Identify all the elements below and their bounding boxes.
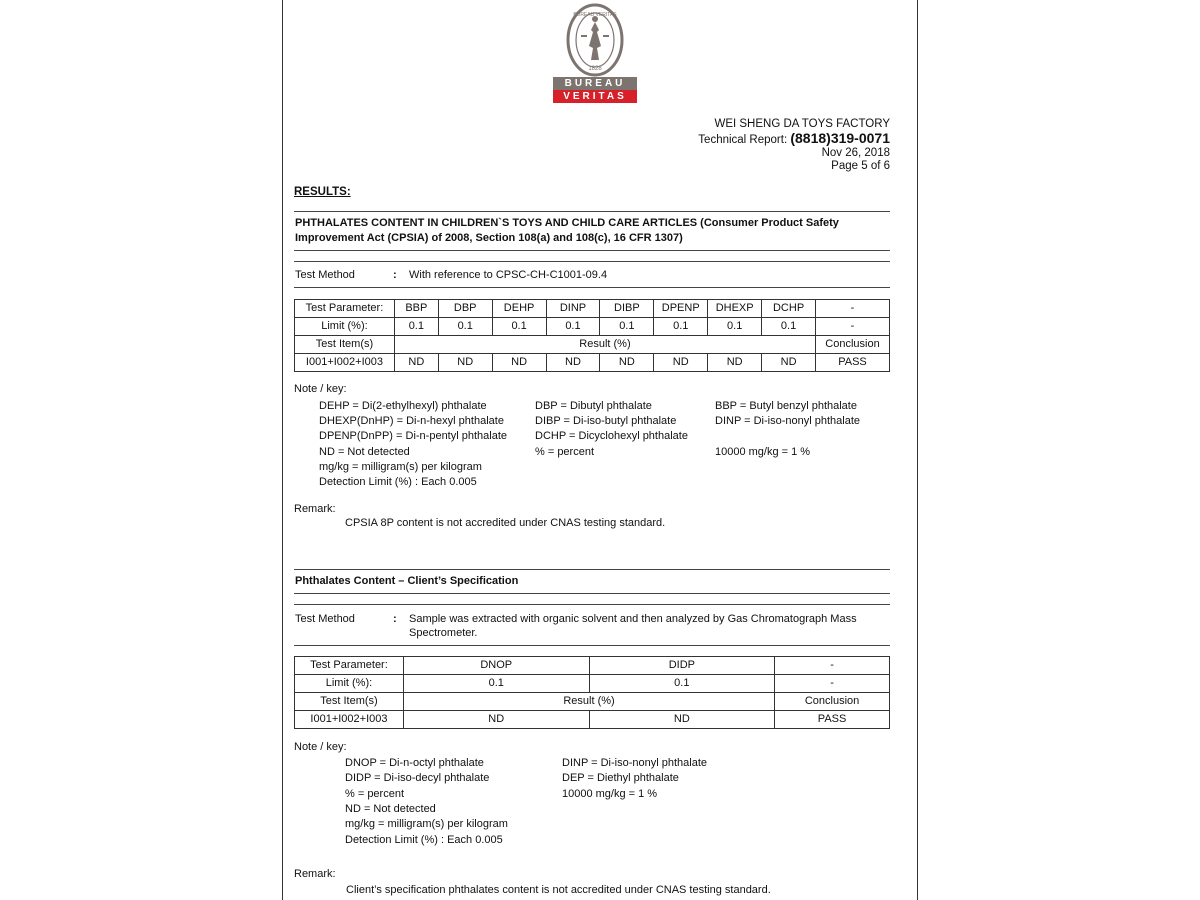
item-cell: I001+I002+I003 xyxy=(295,711,404,729)
section1-title-line2: Improvement Act (CPSIA) of 2008, Section 108(a) and 108(c), 16 CFR 1307) xyxy=(295,232,683,244)
param-cell: DIBP xyxy=(600,300,654,318)
param-cell: BBP xyxy=(394,300,438,318)
param-cell: DINP xyxy=(546,300,600,318)
table-row xyxy=(295,657,890,675)
section2-method-label: Test Method xyxy=(295,613,355,625)
result-cell: ND xyxy=(394,354,438,372)
param-last-cell: - xyxy=(775,657,890,675)
logo-bar-veritas: VERITAS xyxy=(553,90,637,103)
table-row xyxy=(295,336,890,354)
bureau-veritas-seal-icon xyxy=(553,2,639,78)
item-label-cell: Test Item(s) xyxy=(295,693,404,711)
section1-remark-label: Remark: xyxy=(294,503,336,515)
table-row xyxy=(295,354,890,372)
result-cell: ND xyxy=(654,354,708,372)
param-cell: DBP xyxy=(438,300,492,318)
conclusion-cell: PASS xyxy=(775,711,890,729)
note-item: Detection Limit (%) : Each 0.005 xyxy=(319,476,477,488)
note-item: DIBP = Di-iso-butyl phthalate xyxy=(535,415,677,427)
section1-method-value: With reference to CPSC-CH-C1001-09.4 xyxy=(409,269,608,281)
divider xyxy=(294,287,890,288)
note-item: DEP = Diethyl phthalate xyxy=(562,772,679,784)
section2-method-line2: Spectrometer. xyxy=(409,627,478,639)
param-cell: DCHP xyxy=(762,300,816,318)
company-name: WEI SHENG DA TOYS FACTORY xyxy=(714,118,890,130)
param-last-cell: - xyxy=(816,300,890,318)
seal-ring-text: BUREAU VERITAS xyxy=(573,12,617,18)
limit-last-cell: - xyxy=(775,675,890,693)
section2-method-line1: Sample was extracted with organic solvent and then analyzed by Gas Chromatograph Mass xyxy=(409,613,857,625)
note-item: 10000 mg/kg = 1 % xyxy=(562,788,658,800)
section1-method-colon: : xyxy=(393,269,397,281)
result-label-cell: Result (%) xyxy=(394,336,815,354)
limit-cell: 0.1 xyxy=(654,318,708,336)
limit-cell: 0.1 xyxy=(438,318,492,336)
conclusion-cell: PASS xyxy=(816,354,890,372)
note-item: Detection Limit (%) : Each 0.005 xyxy=(345,834,503,846)
result-cell: ND xyxy=(589,711,775,729)
limit-cell: 0.1 xyxy=(600,318,654,336)
note-item: ND = Not detected xyxy=(345,803,436,815)
seal-year: 1828 xyxy=(588,66,602,72)
bureau-veritas-logo xyxy=(553,2,639,104)
limit-cell: 0.1 xyxy=(589,675,775,693)
report-label: Technical Report: xyxy=(698,134,788,146)
conclusion-label-cell: Conclusion xyxy=(816,336,890,354)
result-cell: ND xyxy=(492,354,546,372)
result-cell: ND xyxy=(546,354,600,372)
table-row xyxy=(295,300,890,318)
section2-note-label: Note / key: xyxy=(294,741,347,753)
report-page xyxy=(282,0,918,900)
result-label-cell: Result (%) xyxy=(403,693,774,711)
note-item: BBP = Butyl benzyl phthalate xyxy=(715,400,857,412)
report-number: (8818)319-0071 xyxy=(790,130,890,146)
result-cell: ND xyxy=(438,354,492,372)
section2-remark: Client’s specification phthalates content is not accredited under CNAS testing standard. xyxy=(346,884,771,896)
result-cell: ND xyxy=(403,711,589,729)
divider xyxy=(294,250,890,251)
page-number: Page 5 of 6 xyxy=(831,160,890,172)
note-item: 10000 mg/kg = 1 % xyxy=(715,446,811,458)
limit-last-cell: - xyxy=(816,318,890,336)
limit-label-cell: Limit (%): xyxy=(295,318,395,336)
note-item: DNOP = Di-n-octyl phthalate xyxy=(345,757,484,769)
item-cell: I001+I002+I003 xyxy=(295,354,395,372)
section1-results-table xyxy=(294,299,890,372)
results-heading: RESULTS: xyxy=(294,186,351,198)
divider xyxy=(294,604,890,605)
limit-cell: 0.1 xyxy=(394,318,438,336)
divider xyxy=(294,211,890,212)
table-row xyxy=(295,318,890,336)
note-item: mg/kg = milligram(s) per kilogram xyxy=(319,461,482,473)
item-label-cell: Test Item(s) xyxy=(295,336,395,354)
result-cell: ND xyxy=(600,354,654,372)
divider xyxy=(294,569,890,570)
limit-cell: 0.1 xyxy=(546,318,600,336)
divider xyxy=(294,593,890,594)
note-item: DBP = Dibutyl phthalate xyxy=(535,400,652,412)
section1-remark: CPSIA 8P content is not accredited under CNAS testing standard. xyxy=(345,517,666,529)
section1-title-line1: PHTHALATES CONTENT IN CHILDREN`S TOYS AND CHILD CARE ARTICLES (Consumer Product Safety xyxy=(295,217,839,229)
limit-cell: 0.1 xyxy=(403,675,589,693)
param-cell: DNOP xyxy=(403,657,589,675)
report-date: Nov 26, 2018 xyxy=(821,147,890,159)
note-item: ND = Not detected xyxy=(319,446,410,458)
divider xyxy=(294,645,890,646)
note-item: DINP = Di-iso-nonyl phthalate xyxy=(562,757,708,769)
section2-remark-label: Remark: xyxy=(294,868,336,880)
note-item: mg/kg = milligram(s) per kilogram xyxy=(345,818,508,830)
conclusion-label-cell: Conclusion xyxy=(775,693,890,711)
section2-title: Phthalates Content – Client’s Specification xyxy=(295,575,519,587)
param-cell: DEHP xyxy=(492,300,546,318)
note-item: DCHP = Dicyclohexyl phthalate xyxy=(535,430,688,442)
note-item: DINP = Di-iso-nonyl phthalate xyxy=(715,415,861,427)
note-item: % = percent xyxy=(345,788,405,800)
section2-method-colon: : xyxy=(393,613,397,625)
note-item: DIDP = Di-iso-decyl phthalate xyxy=(345,772,490,784)
result-cell: ND xyxy=(708,354,762,372)
table-row xyxy=(295,711,890,729)
note-item: DHEXP(DnHP) = Di-n-hexyl phthalate xyxy=(319,415,504,427)
section1-method-label: Test Method xyxy=(295,269,355,281)
report-number-line xyxy=(698,131,890,147)
logo-bar-bureau: BUREAU xyxy=(553,77,637,90)
divider xyxy=(294,261,890,262)
section1-note-label: Note / key: xyxy=(294,383,347,395)
note-item: DPENP(DnPP) = Di-n-pentyl phthalate xyxy=(319,430,507,442)
table-row xyxy=(295,693,890,711)
limit-cell: 0.1 xyxy=(492,318,546,336)
param-cell: DPENP xyxy=(654,300,708,318)
section2-results-table xyxy=(294,656,890,729)
param-label-cell: Test Parameter: xyxy=(295,657,404,675)
param-cell: DHEXP xyxy=(708,300,762,318)
param-label-cell: Test Parameter: xyxy=(295,300,395,318)
note-item: DEHP = Di(2-ethylhexyl) phthalate xyxy=(319,400,487,412)
table-row xyxy=(295,675,890,693)
limit-cell: 0.1 xyxy=(708,318,762,336)
limit-cell: 0.1 xyxy=(762,318,816,336)
result-cell: ND xyxy=(762,354,816,372)
limit-label-cell: Limit (%): xyxy=(295,675,404,693)
note-item: % = percent xyxy=(535,446,595,458)
param-cell: DIDP xyxy=(589,657,775,675)
